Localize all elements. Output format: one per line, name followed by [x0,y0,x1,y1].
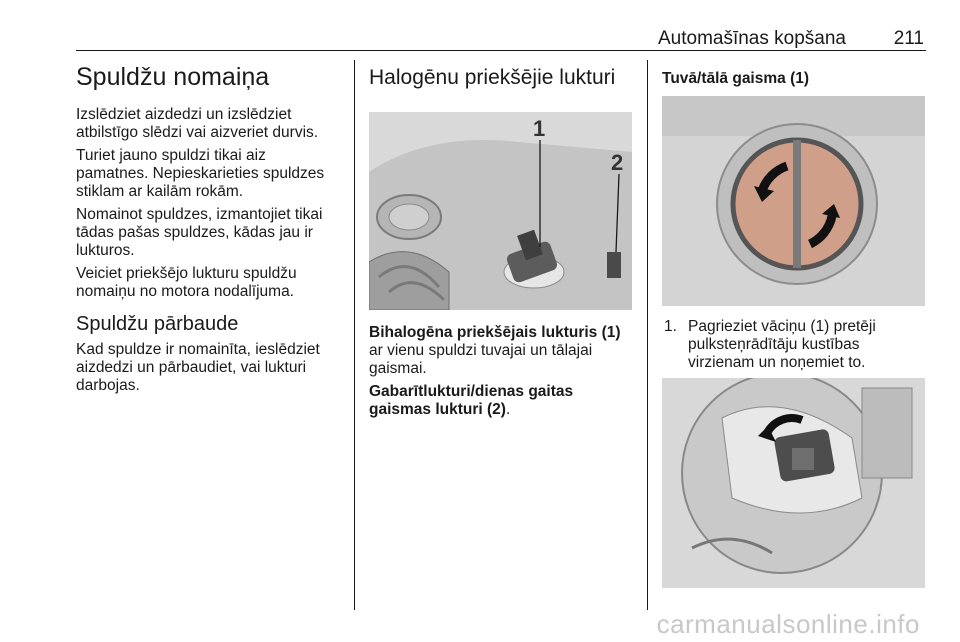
step-number: 1. [664,318,677,335]
section-title: Automašīnas kopšana [657,28,846,49]
column-divider [354,60,355,610]
paragraph: Turiet jauno spuldzi tikai aiz pamatnes. Nepieskarieties spuldzes stiklam ar kailām rokām. [76,147,325,200]
column-low-high-beam [662,56,926,93]
callout-2: 2 [611,150,624,175]
cap-illustration [662,96,925,306]
paragraph: Kad spuldze ir nomainīta, ieslēdziet aizdedzi un pārbaudiet, vai lukturi darbojas. [76,341,320,394]
column-bulb-replacement [76,56,338,400]
bulb-removal-illustration [662,378,925,588]
heading-bulb-check: Spuldžu pārbaude [76,313,239,335]
page-header [76,28,926,51]
caption-headlamp [369,324,637,378]
steps [662,318,926,372]
paragraph: Veiciet priekšējo lukturu spuldžu nomaiņu no motora nodalījuma. [76,265,297,300]
heading-bulb-replacement: Spuldžu nomaiņa [76,63,270,91]
caption-sidelamp [369,383,637,419]
page-number: 211 [893,28,924,49]
headlamp-illustration [369,112,632,310]
column-halogen-headlamps [369,56,637,95]
caption-text: . [505,401,511,418]
watermark: carmanualsonline.info [656,609,920,639]
caption-bold: Gabarītlukturi/dienas gaitas gaismas lukturi (2) [369,383,574,418]
caption-text: ar vienu spuldzi tuvajai un tālajai gaismai. [369,342,593,377]
column-divider [647,60,648,610]
headlamp-captions [369,324,637,424]
caption-bold: Bihalogēna priekšējais lukturis (1) [369,324,621,341]
step-1 [662,318,926,372]
heading-halogen-headlamps: Halogēnu priekšējie lukturi [369,66,616,89]
heading-low-high-beam: Tuvā/tālā gaisma (1) [662,70,810,87]
paragraph: Nomainot spuldzes, izmantojiet tikai tādas pašas spuldzes, kādas jau ir lukturos. [76,206,323,259]
paragraph: Izslēdziet aizdedzi un izslēdziet atbilstīgo slēdzi vai aizveriet durvis. [76,106,319,141]
step-text: Pagrieziet vāciņu (1) pretēji pulksteņrādītāju kustības virzienam un noņemiet to. [688,318,876,371]
callout-1: 1 [533,116,546,141]
